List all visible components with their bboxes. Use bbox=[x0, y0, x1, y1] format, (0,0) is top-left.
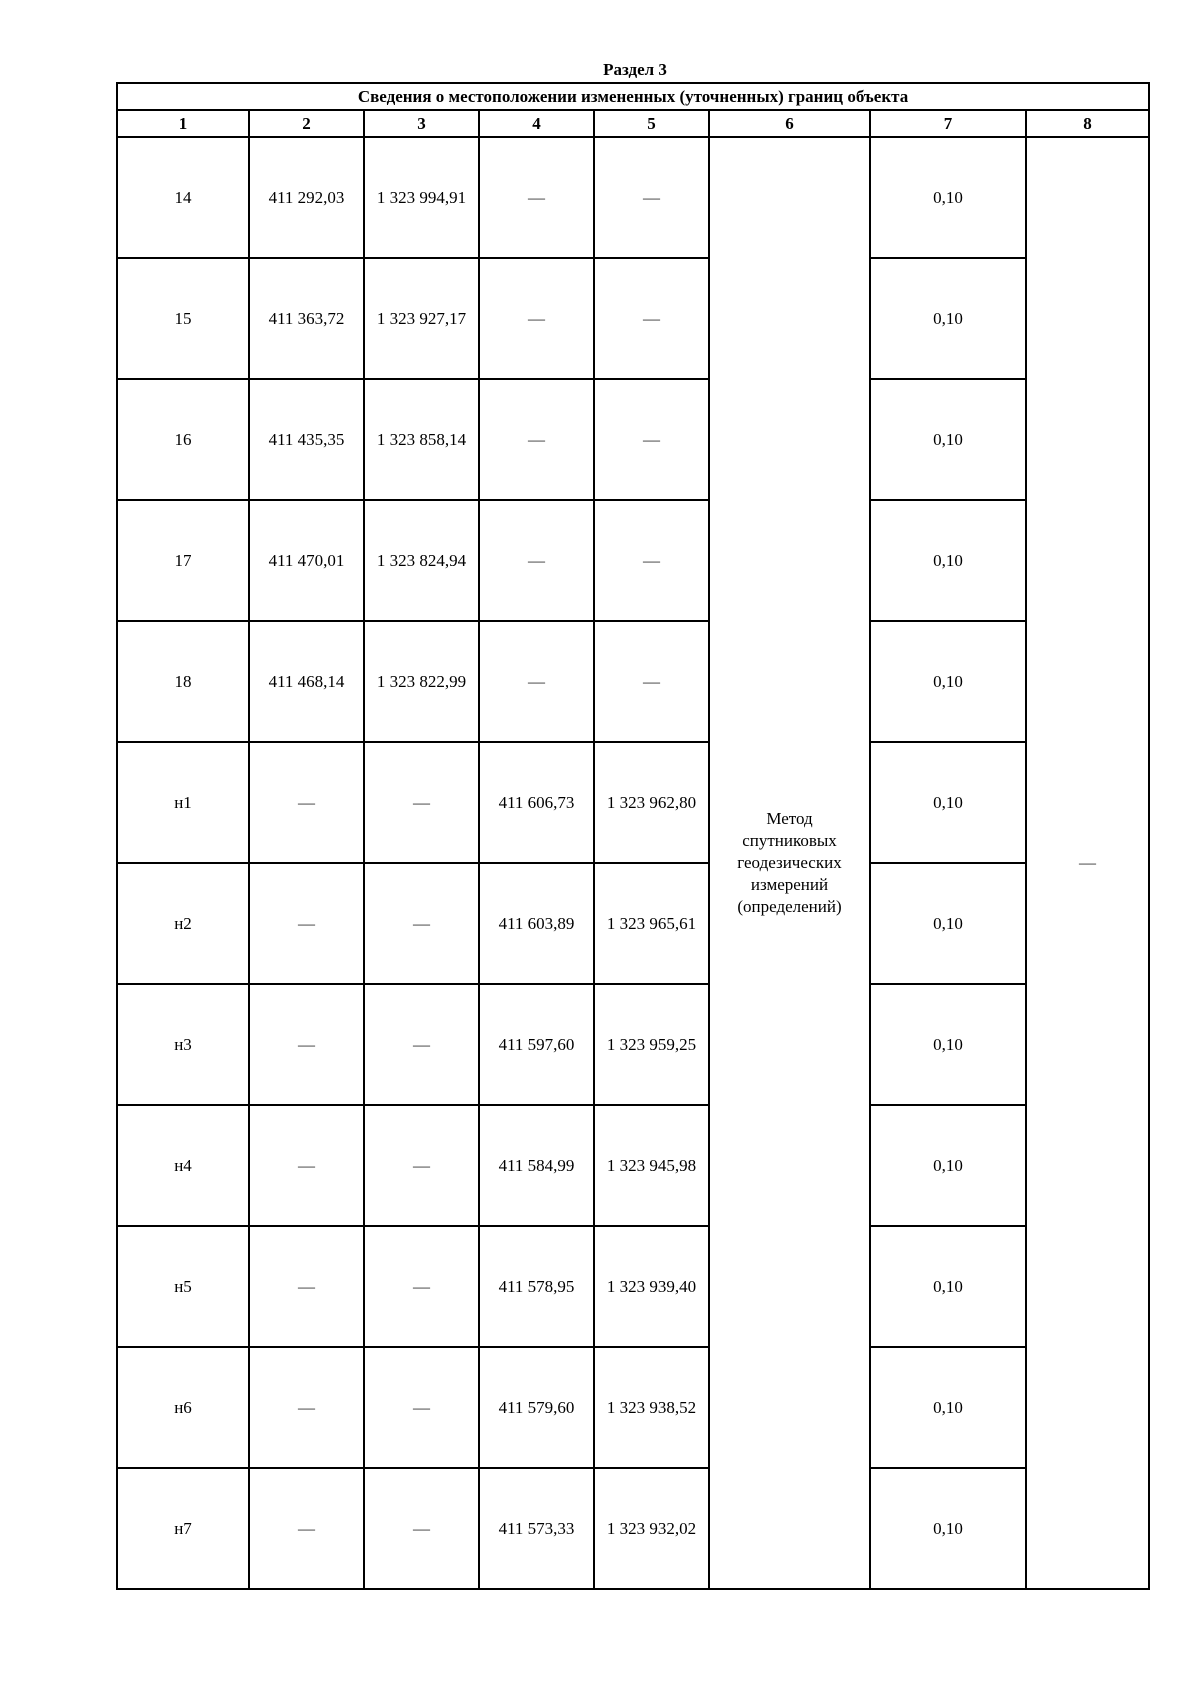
column-number-row bbox=[117, 110, 1149, 137]
new-x-cell: — bbox=[479, 500, 594, 621]
table-row bbox=[117, 1468, 1149, 1589]
existing-y-cell: — bbox=[364, 1105, 479, 1226]
new-x-cell: 411 606,73 bbox=[479, 742, 594, 863]
method-line: (определений) bbox=[737, 897, 842, 916]
new-y-cell: 1 323 959,25 bbox=[594, 984, 709, 1105]
existing-y-cell: — bbox=[364, 1468, 479, 1589]
accuracy-cell: 0,10 bbox=[870, 742, 1026, 863]
column-number: 1 bbox=[117, 110, 249, 137]
new-y-cell: — bbox=[594, 137, 709, 258]
existing-x-cell: 411 470,01 bbox=[249, 500, 364, 621]
new-x-cell: 411 579,60 bbox=[479, 1347, 594, 1468]
method-line: измерений bbox=[750, 875, 829, 894]
point-name-cell: н2 bbox=[117, 863, 249, 984]
table-body bbox=[117, 137, 1149, 1589]
existing-x-cell: — bbox=[249, 742, 364, 863]
accuracy-cell: 0,10 bbox=[870, 258, 1026, 379]
point-name-cell: н7 bbox=[117, 1468, 249, 1589]
column8-cell: — bbox=[1026, 137, 1149, 1589]
point-name-cell: н4 bbox=[117, 1105, 249, 1226]
existing-y-cell: 1 323 822,99 bbox=[364, 621, 479, 742]
table-row bbox=[117, 863, 1149, 984]
point-name-cell: н3 bbox=[117, 984, 249, 1105]
new-y-cell: 1 323 932,02 bbox=[594, 1468, 709, 1589]
existing-y-cell: 1 323 824,94 bbox=[364, 500, 479, 621]
new-x-cell: 411 584,99 bbox=[479, 1105, 594, 1226]
existing-y-cell: — bbox=[364, 1347, 479, 1468]
accuracy-cell: 0,10 bbox=[870, 621, 1026, 742]
point-name-cell: н1 bbox=[117, 742, 249, 863]
table-caption-row bbox=[117, 83, 1149, 110]
new-x-cell: 411 573,33 bbox=[479, 1468, 594, 1589]
table-row bbox=[117, 137, 1149, 258]
existing-x-cell: — bbox=[249, 863, 364, 984]
column-number: 7 bbox=[870, 110, 1026, 137]
point-name-cell: н6 bbox=[117, 1347, 249, 1468]
point-name-cell: 17 bbox=[117, 500, 249, 621]
new-x-cell: 411 578,95 bbox=[479, 1226, 594, 1347]
existing-x-cell: — bbox=[249, 1347, 364, 1468]
new-y-cell: — bbox=[594, 621, 709, 742]
existing-y-cell: 1 323 858,14 bbox=[364, 379, 479, 500]
table-row bbox=[117, 984, 1149, 1105]
accuracy-cell: 0,10 bbox=[870, 984, 1026, 1105]
existing-y-cell: — bbox=[364, 984, 479, 1105]
accuracy-cell: 0,10 bbox=[870, 137, 1026, 258]
accuracy-cell: 0,10 bbox=[870, 1105, 1026, 1226]
new-y-cell: — bbox=[594, 500, 709, 621]
coordinates-table bbox=[116, 82, 1150, 1590]
column-number: 4 bbox=[479, 110, 594, 137]
existing-y-cell: — bbox=[364, 863, 479, 984]
new-y-cell: — bbox=[594, 258, 709, 379]
existing-y-cell: — bbox=[364, 1226, 479, 1347]
accuracy-cell: 0,10 bbox=[870, 379, 1026, 500]
table-row bbox=[117, 258, 1149, 379]
method-cell bbox=[709, 137, 870, 1589]
new-y-cell: 1 323 938,52 bbox=[594, 1347, 709, 1468]
table-row bbox=[117, 1347, 1149, 1468]
existing-x-cell: 411 292,03 bbox=[249, 137, 364, 258]
accuracy-cell: 0,10 bbox=[870, 500, 1026, 621]
new-y-cell: 1 323 939,40 bbox=[594, 1226, 709, 1347]
existing-y-cell: 1 323 927,17 bbox=[364, 258, 479, 379]
point-name-cell: 15 bbox=[117, 258, 249, 379]
new-y-cell: — bbox=[594, 379, 709, 500]
table-caption: Сведения о местоположении измененных (уточненных) границ объекта bbox=[117, 83, 1149, 110]
existing-x-cell: — bbox=[249, 1105, 364, 1226]
accuracy-cell: 0,10 bbox=[870, 1226, 1026, 1347]
existing-x-cell: — bbox=[249, 984, 364, 1105]
new-x-cell: — bbox=[479, 258, 594, 379]
column-number: 8 bbox=[1026, 110, 1149, 137]
point-name-cell: 18 bbox=[117, 621, 249, 742]
new-x-cell: 411 597,60 bbox=[479, 984, 594, 1105]
table-row bbox=[117, 1105, 1149, 1226]
table-row bbox=[117, 742, 1149, 863]
table-row bbox=[117, 500, 1149, 621]
existing-x-cell: 411 435,35 bbox=[249, 379, 364, 500]
new-x-cell: — bbox=[479, 621, 594, 742]
new-x-cell: — bbox=[479, 379, 594, 500]
table-row bbox=[117, 1226, 1149, 1347]
new-y-cell: 1 323 962,80 bbox=[594, 742, 709, 863]
section-title: Раздел 3 bbox=[603, 60, 667, 79]
accuracy-cell: 0,10 bbox=[870, 1468, 1026, 1589]
existing-y-cell: 1 323 994,91 bbox=[364, 137, 479, 258]
column-number: 3 bbox=[364, 110, 479, 137]
new-x-cell: 411 603,89 bbox=[479, 863, 594, 984]
column-number: 6 bbox=[709, 110, 870, 137]
method-line: Метод bbox=[766, 809, 813, 828]
new-x-cell: — bbox=[479, 137, 594, 258]
table-row bbox=[117, 621, 1149, 742]
existing-y-cell: — bbox=[364, 742, 479, 863]
point-name-cell: 14 bbox=[117, 137, 249, 258]
existing-x-cell: 411 363,72 bbox=[249, 258, 364, 379]
existing-x-cell: — bbox=[249, 1468, 364, 1589]
accuracy-cell: 0,10 bbox=[870, 863, 1026, 984]
point-name-cell: 16 bbox=[117, 379, 249, 500]
method-line: спутниковых bbox=[742, 831, 837, 850]
column-number: 2 bbox=[249, 110, 364, 137]
existing-x-cell: — bbox=[249, 1226, 364, 1347]
existing-x-cell: 411 468,14 bbox=[249, 621, 364, 742]
table-row bbox=[117, 379, 1149, 500]
method-line: геодезических bbox=[737, 853, 842, 872]
point-name-cell: н5 bbox=[117, 1226, 249, 1347]
new-y-cell: 1 323 945,98 bbox=[594, 1105, 709, 1226]
accuracy-cell: 0,10 bbox=[870, 1347, 1026, 1468]
new-y-cell: 1 323 965,61 bbox=[594, 863, 709, 984]
column-number: 5 bbox=[594, 110, 709, 137]
